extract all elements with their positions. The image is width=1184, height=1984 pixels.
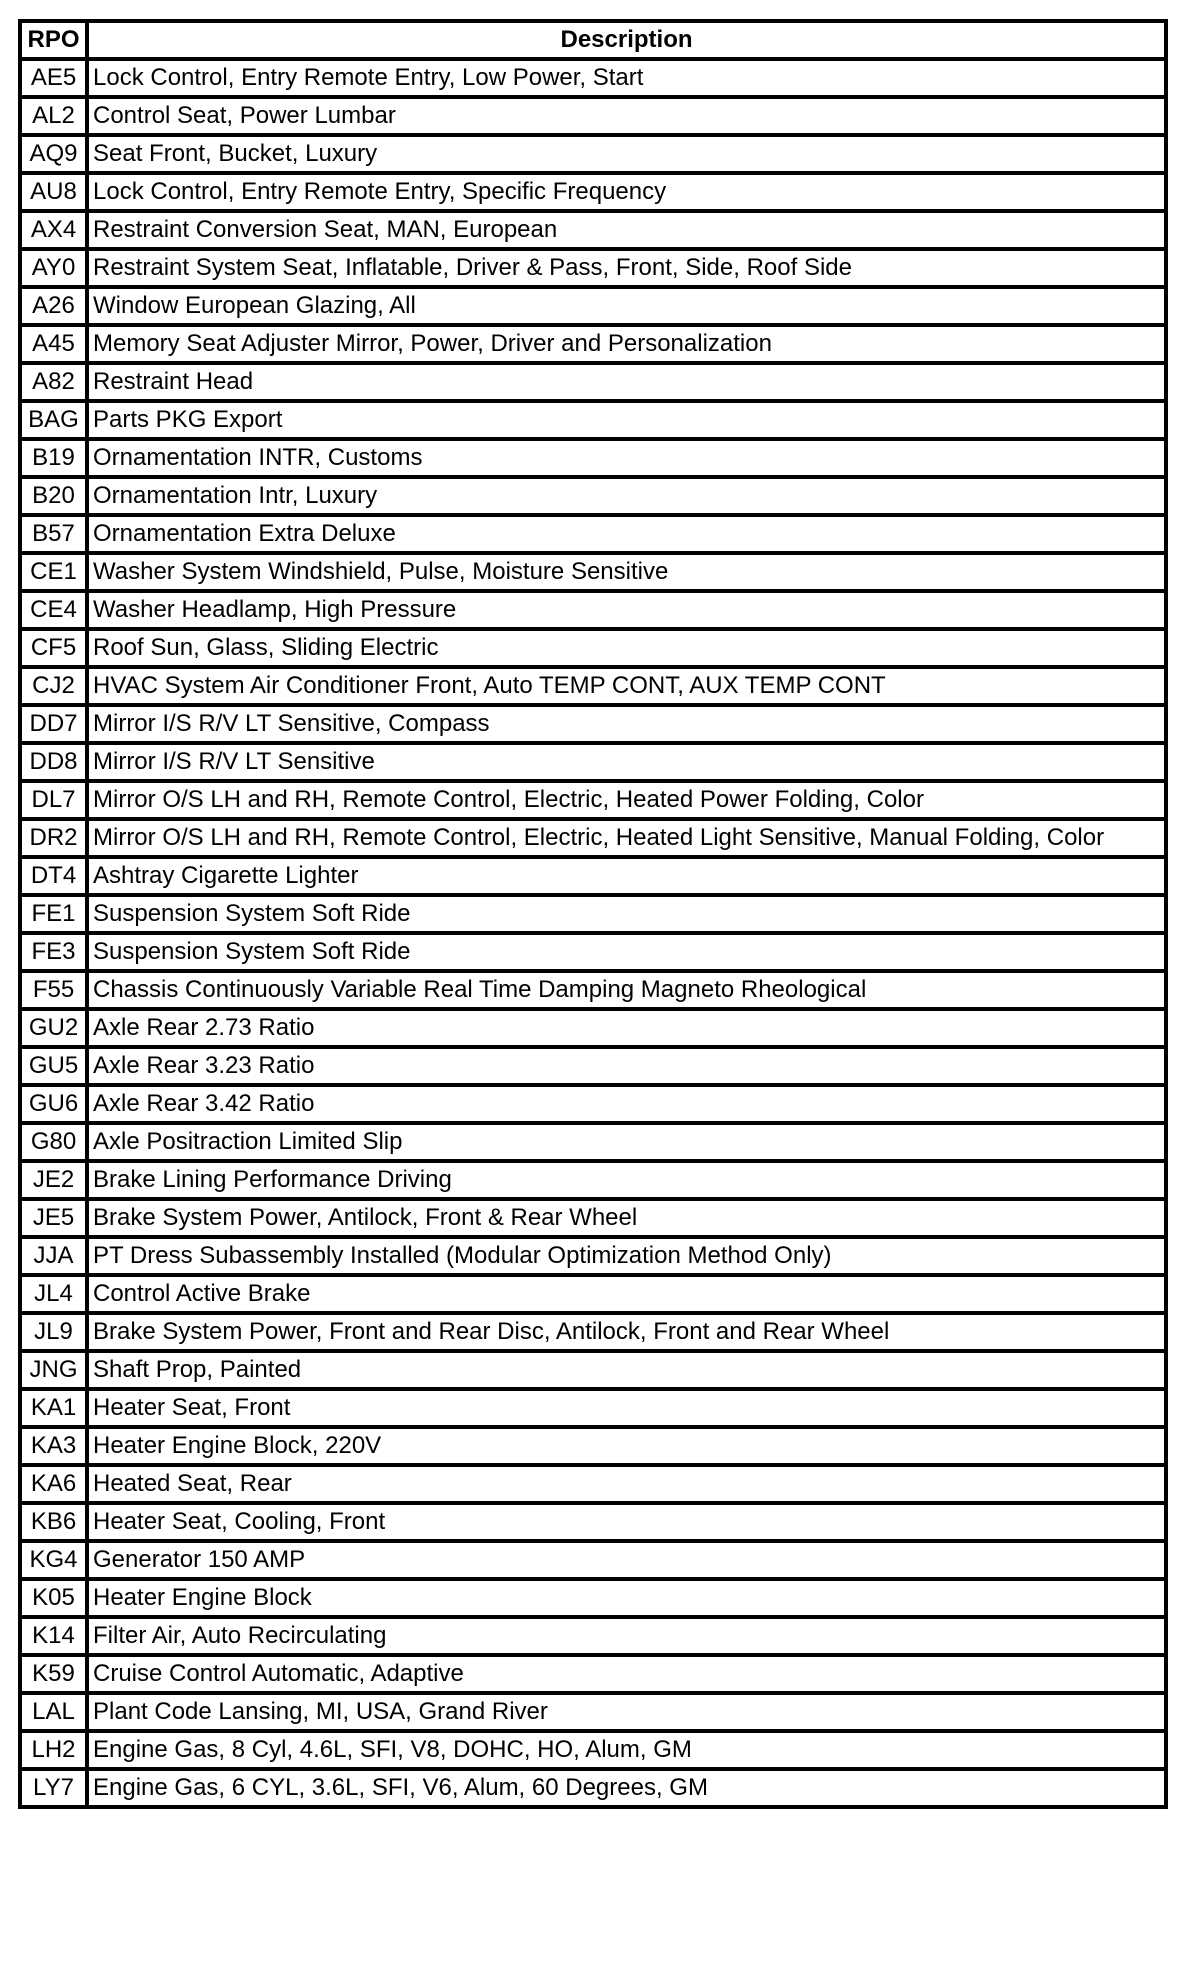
table-row — [20, 629, 1166, 667]
rpo-code-cell: KA3 — [20, 1427, 87, 1465]
table-row — [20, 97, 1166, 135]
description-cell: Ornamentation Extra Deluxe — [87, 515, 1166, 553]
table-row — [20, 667, 1166, 705]
description-cell: Heater Engine Block — [87, 1579, 1166, 1617]
description-cell: Heater Seat, Front — [87, 1389, 1166, 1427]
description-cell: Heater Seat, Cooling, Front — [87, 1503, 1166, 1541]
table-row — [20, 325, 1166, 363]
rpo-code-cell: AE5 — [20, 59, 87, 97]
table-row — [20, 781, 1166, 819]
rpo-code-cell: JNG — [20, 1351, 87, 1389]
description-cell: Control Seat, Power Lumbar — [87, 97, 1166, 135]
rpo-code-cell: LY7 — [20, 1769, 87, 1807]
description-cell: Mirror O/S LH and RH, Remote Control, Electric, Heated Light Sensitive, Manual Folding, Color — [87, 819, 1166, 857]
description-cell: Brake System Power, Front and Rear Disc, Antilock, Front and Rear Wheel — [87, 1313, 1166, 1351]
table-row — [20, 477, 1166, 515]
table-row — [20, 591, 1166, 629]
rpo-code-cell: CE4 — [20, 591, 87, 629]
description-cell: Seat Front, Bucket, Luxury — [87, 135, 1166, 173]
rpo-code-cell: G80 — [20, 1123, 87, 1161]
description-cell: HVAC System Air Conditioner Front, Auto TEMP CONT, AUX TEMP CONT — [87, 667, 1166, 705]
rpo-code-cell: LAL — [20, 1693, 87, 1731]
table-row — [20, 1541, 1166, 1579]
description-cell: Axle Positraction Limited Slip — [87, 1123, 1166, 1161]
description-cell: Restraint Conversion Seat, MAN, European — [87, 211, 1166, 249]
rpo-code-cell: GU5 — [20, 1047, 87, 1085]
rpo-code-cell: K59 — [20, 1655, 87, 1693]
table-row — [20, 553, 1166, 591]
description-cell: Plant Code Lansing, MI, USA, Grand River — [87, 1693, 1166, 1731]
table-row — [20, 705, 1166, 743]
table-row — [20, 819, 1166, 857]
description-cell: Generator 150 AMP — [87, 1541, 1166, 1579]
description-cell: Ornamentation INTR, Customs — [87, 439, 1166, 477]
description-cell: Restraint Head — [87, 363, 1166, 401]
rpo-code-cell: AY0 — [20, 249, 87, 287]
description-cell: Mirror O/S LH and RH, Remote Control, Electric, Heated Power Folding, Color — [87, 781, 1166, 819]
table-row — [20, 1085, 1166, 1123]
rpo-code-cell: CE1 — [20, 553, 87, 591]
table-row — [20, 857, 1166, 895]
table-row — [20, 1617, 1166, 1655]
description-cell: Ornamentation Intr, Luxury — [87, 477, 1166, 515]
description-column-header: Description — [87, 21, 1166, 59]
table-row — [20, 401, 1166, 439]
description-cell: Suspension System Soft Ride — [87, 933, 1166, 971]
rpo-code-cell: KB6 — [20, 1503, 87, 1541]
table-row — [20, 1237, 1166, 1275]
rpo-code-cell: CF5 — [20, 629, 87, 667]
rpo-table — [18, 19, 1168, 1809]
description-cell: Lock Control, Entry Remote Entry, Low Power, Start — [87, 59, 1166, 97]
table-row — [20, 1275, 1166, 1313]
rpo-code-cell: B57 — [20, 515, 87, 553]
rpo-code-cell: K14 — [20, 1617, 87, 1655]
description-cell: Shaft Prop, Painted — [87, 1351, 1166, 1389]
description-cell: Parts PKG Export — [87, 401, 1166, 439]
table-row — [20, 971, 1166, 1009]
rpo-code-cell: DT4 — [20, 857, 87, 895]
description-cell: Washer System Windshield, Pulse, Moisture Sensitive — [87, 553, 1166, 591]
table-row — [20, 1161, 1166, 1199]
rpo-code-cell: DR2 — [20, 819, 87, 857]
rpo-code-cell: LH2 — [20, 1731, 87, 1769]
rpo-code-cell: JE5 — [20, 1199, 87, 1237]
rpo-code-cell: CJ2 — [20, 667, 87, 705]
rpo-code-cell: AX4 — [20, 211, 87, 249]
table-row — [20, 1503, 1166, 1541]
description-cell: Lock Control, Entry Remote Entry, Specific Frequency — [87, 173, 1166, 211]
rpo-code-cell: KA1 — [20, 1389, 87, 1427]
table-row — [20, 363, 1166, 401]
rpo-code-cell: GU6 — [20, 1085, 87, 1123]
rpo-code-cell: BAG — [20, 401, 87, 439]
table-row — [20, 933, 1166, 971]
description-cell: Heated Seat, Rear — [87, 1465, 1166, 1503]
description-cell: Mirror I/S R/V LT Sensitive, Compass — [87, 705, 1166, 743]
rpo-code-cell: DL7 — [20, 781, 87, 819]
description-cell: Washer Headlamp, High Pressure — [87, 591, 1166, 629]
description-cell: Brake Lining Performance Driving — [87, 1161, 1166, 1199]
table-row — [20, 1427, 1166, 1465]
table-row — [20, 1579, 1166, 1617]
rpo-code-cell: JL4 — [20, 1275, 87, 1313]
table-row — [20, 1731, 1166, 1769]
description-cell: PT Dress Subassembly Installed (Modular Optimization Method Only) — [87, 1237, 1166, 1275]
table-row — [20, 1465, 1166, 1503]
description-cell: Ashtray Cigarette Lighter — [87, 857, 1166, 895]
table-row — [20, 211, 1166, 249]
rpo-code-cell: B19 — [20, 439, 87, 477]
description-cell: Mirror I/S R/V LT Sensitive — [87, 743, 1166, 781]
rpo-code-cell: JE2 — [20, 1161, 87, 1199]
table-row — [20, 515, 1166, 553]
description-cell: Window European Glazing, All — [87, 287, 1166, 325]
rpo-code-cell: AQ9 — [20, 135, 87, 173]
description-cell: Axle Rear 2.73 Ratio — [87, 1009, 1166, 1047]
table-row — [20, 439, 1166, 477]
rpo-code-cell: A26 — [20, 287, 87, 325]
rpo-code-cell: GU2 — [20, 1009, 87, 1047]
table-row — [20, 249, 1166, 287]
rpo-code-cell: AL2 — [20, 97, 87, 135]
description-cell: Filter Air, Auto Recirculating — [87, 1617, 1166, 1655]
table-row — [20, 1313, 1166, 1351]
description-cell: Engine Gas, 8 Cyl, 4.6L, SFI, V8, DOHC, HO, Alum, GM — [87, 1731, 1166, 1769]
table-row — [20, 173, 1166, 211]
table-header — [20, 21, 1166, 59]
description-cell: Engine Gas, 6 CYL, 3.6L, SFI, V6, Alum, 60 Degrees, GM — [87, 1769, 1166, 1807]
description-cell: Restraint System Seat, Inflatable, Driver & Pass, Front, Side, Roof Side — [87, 249, 1166, 287]
rpo-column-header: RPO — [20, 21, 87, 59]
table-row — [20, 287, 1166, 325]
table-row — [20, 1769, 1166, 1807]
rpo-code-cell: JL9 — [20, 1313, 87, 1351]
table-row — [20, 743, 1166, 781]
table-body — [20, 59, 1166, 1807]
description-cell: Memory Seat Adjuster Mirror, Power, Driver and Personalization — [87, 325, 1166, 363]
description-cell: Cruise Control Automatic, Adaptive — [87, 1655, 1166, 1693]
description-cell: Roof Sun, Glass, Sliding Electric — [87, 629, 1166, 667]
table-row — [20, 135, 1166, 173]
rpo-code-cell: DD7 — [20, 705, 87, 743]
table-row — [20, 59, 1166, 97]
rpo-code-cell: B20 — [20, 477, 87, 515]
rpo-code-cell: AU8 — [20, 173, 87, 211]
rpo-code-cell: KG4 — [20, 1541, 87, 1579]
description-cell: Control Active Brake — [87, 1275, 1166, 1313]
rpo-code-cell: FE1 — [20, 895, 87, 933]
table-row — [20, 1693, 1166, 1731]
description-cell: Axle Rear 3.42 Ratio — [87, 1085, 1166, 1123]
table-row — [20, 1351, 1166, 1389]
description-cell: Brake System Power, Antilock, Front & Rear Wheel — [87, 1199, 1166, 1237]
rpo-code-cell: FE3 — [20, 933, 87, 971]
table-row — [20, 1199, 1166, 1237]
description-cell: Heater Engine Block, 220V — [87, 1427, 1166, 1465]
table-row — [20, 1047, 1166, 1085]
description-cell: Axle Rear 3.23 Ratio — [87, 1047, 1166, 1085]
rpo-code-cell: A82 — [20, 363, 87, 401]
table-row — [20, 1389, 1166, 1427]
table-row — [20, 1123, 1166, 1161]
rpo-code-cell: DD8 — [20, 743, 87, 781]
table-row — [20, 895, 1166, 933]
rpo-code-cell: F55 — [20, 971, 87, 1009]
header-row — [20, 21, 1166, 59]
table-row — [20, 1009, 1166, 1047]
description-cell: Chassis Continuously Variable Real Time Damping Magneto Rheological — [87, 971, 1166, 1009]
rpo-code-cell: K05 — [20, 1579, 87, 1617]
table-row — [20, 1655, 1166, 1693]
rpo-code-cell: KA6 — [20, 1465, 87, 1503]
rpo-code-cell: JJA — [20, 1237, 87, 1275]
rpo-code-cell: A45 — [20, 325, 87, 363]
description-cell: Suspension System Soft Ride — [87, 895, 1166, 933]
